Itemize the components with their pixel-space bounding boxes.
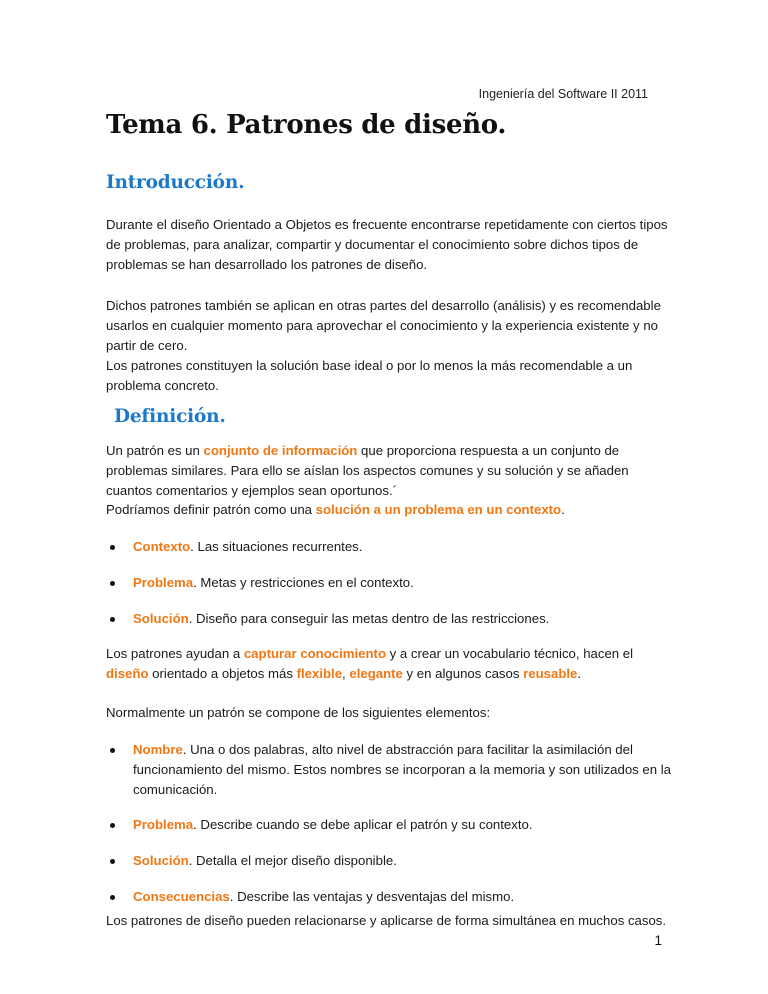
text: orientado a objetos más	[148, 666, 297, 681]
text: y a crear un vocabulario técnico, hacen el	[386, 646, 634, 661]
highlight-text: diseño	[106, 666, 149, 681]
highlight-text: solución a un problema en un contexto	[315, 502, 562, 517]
heading-introduccion: Introducción.	[106, 172, 245, 193]
term: Problema	[133, 817, 194, 832]
term: Contexto	[133, 539, 191, 554]
term: Solución	[133, 853, 189, 868]
highlight-text: conjunto de información	[203, 443, 358, 458]
paragraph-intro-2: Dichos patrones también se aplican en otras partes del desarrollo (análisis) y es recomendable usarlos en cualquier momento para aprovechar el conocimiento y la experiencia existente y no partir de cero.	[106, 298, 661, 353]
text: que proporciona respuesta a un conjunto de problemas similares. Para ello se aíslan los aspectos comunes y su solución y se añaden cuantos comentarios y ejemplos sean oportunos.´	[106, 443, 629, 498]
paragraph-intro-3: Los patrones constituyen la solución base ideal o por lo menos la más recomendable a un problema concreto.	[106, 358, 633, 393]
bullet-icon	[110, 545, 115, 550]
text: . Diseño para conseguir las metas dentro de las restricciones.	[188, 611, 550, 626]
list-item	[133, 887, 673, 907]
bullet-icon	[110, 895, 115, 900]
list-item	[133, 573, 673, 593]
term: Nombre	[133, 742, 183, 757]
page-title: Tema 6. Patrones de diseño.	[106, 110, 507, 140]
list-item	[133, 537, 673, 557]
paragraph-def-3	[106, 644, 676, 684]
term: Consecuencias	[133, 889, 230, 904]
page-number: 1	[654, 933, 662, 948]
bullet-icon	[110, 823, 115, 828]
term: Solución	[133, 611, 189, 626]
text: . Describe cuando se debe aplicar el patrón y su contexto.	[193, 817, 533, 832]
text: ,	[342, 666, 350, 681]
paragraph-intro-1: Durante el diseño Orientado a Objetos es frecuente encontrarse repetidamente con ciertos tipos de problemas, para analizar, compartir y documentar el conocimiento sobre dichos tipos de problemas se han desarrollado los patrones de diseño.	[106, 217, 668, 272]
text: Podríamos definir patrón como una	[106, 502, 316, 517]
list-item	[133, 851, 673, 871]
paragraph-def-5: Los patrones de diseño pueden relacionarse y aplicarse de forma simultánea en muchos casos.	[106, 913, 667, 928]
text: . Detalla el mejor diseño disponible.	[188, 853, 397, 868]
text: . Describe las ventajas y desventajas del mismo.	[229, 889, 515, 904]
text: .	[561, 502, 565, 517]
heading-definicion: Definición.	[114, 406, 226, 427]
text: Un patrón es un	[106, 443, 204, 458]
list-item	[133, 815, 673, 835]
text: y en algunos casos	[402, 666, 524, 681]
text: Los patrones ayudan a	[106, 646, 244, 661]
bullet-icon	[110, 617, 115, 622]
bullet-icon	[110, 748, 115, 753]
running-header: Ingeniería del Software II 2011	[478, 87, 648, 101]
highlight-text: flexible	[296, 666, 343, 681]
text: . Una o dos palabras, alto nivel de abstracción para facilitar la asimilación del funcionamiento del mismo. Estos nombres se incorporan a la memoria y son utilizados en la comunicación.	[133, 742, 672, 797]
paragraph-def-4: Normalmente un patrón se compone de los siguientes elementos:	[106, 705, 491, 720]
paragraph-def-2	[106, 500, 676, 520]
list-item	[133, 740, 673, 800]
highlight-text: capturar conocimiento	[243, 646, 387, 661]
text: .	[577, 666, 582, 681]
text: . Las situaciones recurrentes.	[190, 539, 363, 554]
highlight-text: elegante	[349, 666, 403, 681]
term: Problema	[133, 575, 194, 590]
paragraph-def-1	[106, 441, 676, 501]
bullet-icon	[110, 859, 115, 864]
highlight-text: reusable	[523, 666, 578, 681]
text: . Metas y restricciones en el contexto.	[193, 575, 414, 590]
list-item	[133, 609, 673, 629]
bullet-icon	[110, 581, 115, 586]
